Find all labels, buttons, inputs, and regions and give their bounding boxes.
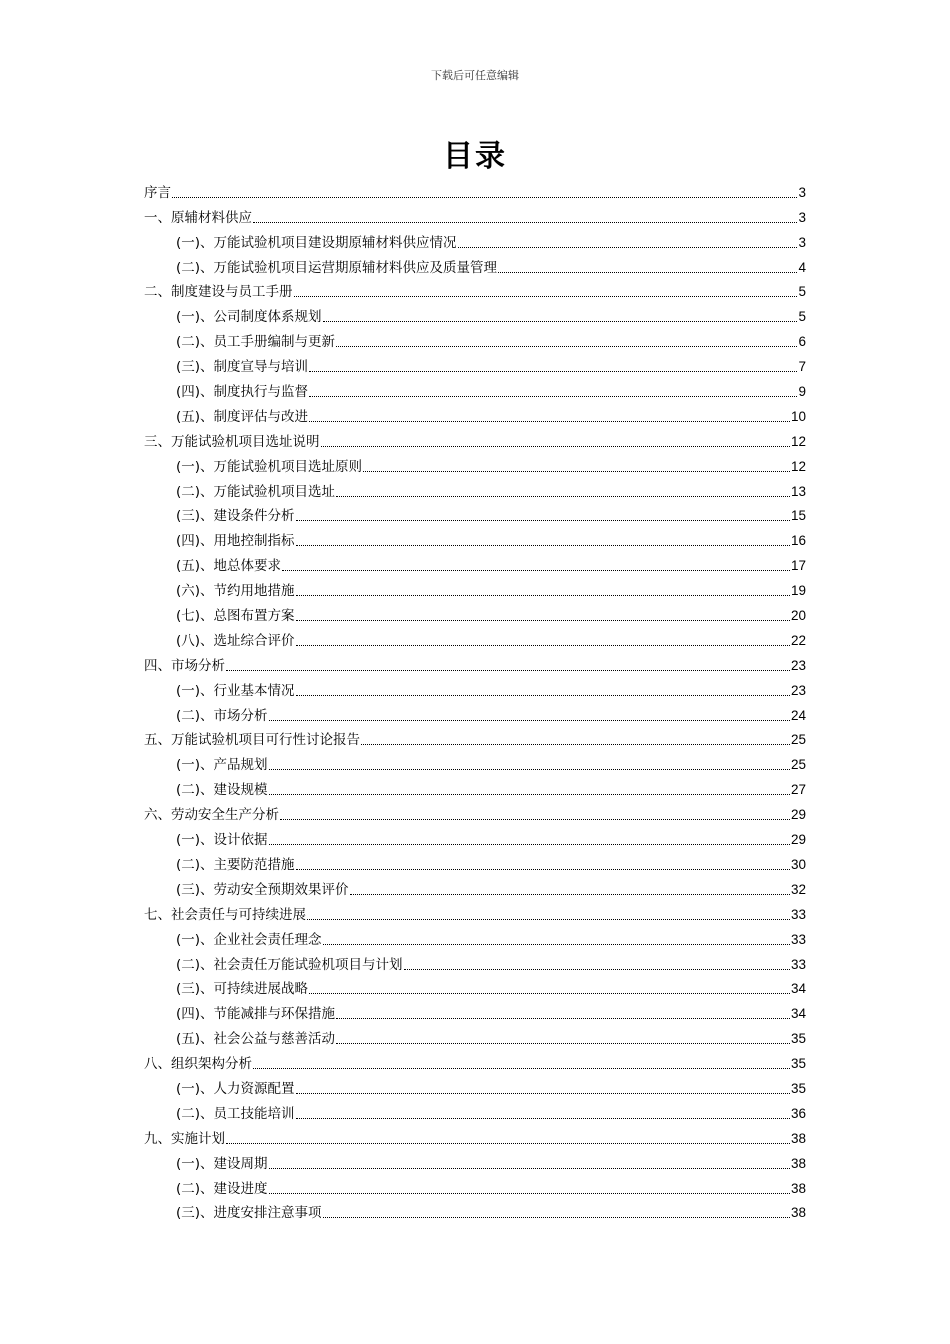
toc-entry-label: (二)、建设规模 [176, 782, 268, 799]
toc-subentry[interactable] [144, 1147, 806, 1172]
toc-subentry[interactable] [144, 624, 806, 649]
dot-leader [323, 944, 790, 945]
dot-leader [253, 1068, 790, 1069]
toc-entry-label: (六)、节约用地措施 [176, 583, 295, 600]
toc-entry[interactable] [144, 1047, 806, 1072]
toc-entry-label: (三)、进度安排注意事项 [176, 1205, 322, 1222]
dot-leader [361, 744, 790, 745]
toc-subentry[interactable] [144, 973, 806, 998]
toc-entry-label: (一)、公司制度体系规划 [176, 309, 322, 326]
toc-page-number: 20 [790, 608, 806, 624]
toc-subentry[interactable] [144, 748, 806, 773]
dot-leader [336, 1018, 790, 1019]
dot-leader [336, 496, 790, 497]
toc-page-number: 22 [790, 632, 806, 648]
toc-entry-label: (三)、制度宣导与培训 [176, 359, 309, 376]
toc-subentry[interactable] [144, 1072, 806, 1097]
toc-entry[interactable] [144, 1122, 806, 1147]
toc-entry-label: 八、组织架构分析 [144, 1056, 252, 1073]
toc-page-number: 12 [790, 433, 806, 449]
toc-entry-label: (一)、建设周期 [176, 1155, 268, 1172]
toc-page-number: 24 [790, 707, 806, 723]
toc-subentry[interactable] [144, 923, 806, 948]
toc-page-number: 6 [798, 334, 806, 350]
toc-entry-label: (一)、行业基本情况 [176, 682, 295, 699]
toc-page-number: 25 [790, 757, 806, 773]
dot-leader [336, 1043, 790, 1044]
toc-page-number: 32 [790, 881, 806, 897]
toc-entry-label: 三、万能试验机项目选址说明 [144, 433, 320, 450]
toc-subentry[interactable] [144, 823, 806, 848]
toc-page-number: 35 [790, 1080, 806, 1096]
toc-subentry[interactable] [144, 1172, 806, 1197]
toc-entry-label: (三)、可持续进展战略 [176, 981, 309, 998]
toc-page-number: 34 [790, 981, 806, 997]
dot-leader [458, 247, 798, 248]
toc-subentry[interactable] [144, 226, 806, 251]
toc-entry-label: (一)、设计依据 [176, 832, 268, 849]
toc-entry-label: (二)、万能试验机项目选址 [176, 483, 336, 500]
toc-subentry[interactable] [144, 574, 806, 599]
dot-leader [296, 620, 790, 621]
toc-entry[interactable] [144, 201, 806, 226]
toc-entry-label: (二)、万能试验机项目运营期原辅材料供应及质量管理 [176, 259, 498, 276]
toc-entry-label: (二)、建设进度 [176, 1180, 268, 1197]
dot-leader [296, 695, 790, 696]
toc-entry-label: 二、制度建设与员工手册 [144, 284, 293, 301]
toc-subentry[interactable] [144, 500, 806, 525]
dot-leader [323, 1217, 790, 1218]
toc-page-number: 5 [798, 309, 806, 325]
toc-page-number: 10 [790, 408, 806, 424]
dot-leader [172, 197, 797, 198]
toc-entry-label: (二)、员工技能培训 [176, 1105, 295, 1122]
dot-leader [309, 371, 797, 372]
dot-leader [296, 520, 790, 521]
dot-leader [307, 919, 790, 920]
toc-entry-label: (四)、用地控制指标 [176, 533, 295, 550]
toc-subentry[interactable] [144, 325, 806, 350]
toc-entry[interactable] [144, 798, 806, 823]
toc-entry-label: (一)、产品规划 [176, 757, 268, 774]
toc-subentry[interactable] [144, 1097, 806, 1122]
toc-subentry[interactable] [144, 450, 806, 475]
toc-subentry[interactable] [144, 773, 806, 798]
dot-leader [296, 595, 790, 596]
toc-page-number: 3 [798, 209, 806, 225]
toc-entry-label: 九、实施计划 [144, 1130, 225, 1147]
dot-leader [282, 570, 790, 571]
dot-leader [226, 1143, 790, 1144]
toc-entry-label: (二)、市场分析 [176, 707, 268, 724]
dot-leader [404, 969, 790, 970]
toc-page-number: 33 [790, 956, 806, 972]
dot-leader [269, 720, 790, 721]
toc-page-number: 17 [790, 558, 806, 574]
toc-page-number: 12 [790, 458, 806, 474]
toc-entry-label: (五)、社会公益与慈善活动 [176, 1031, 336, 1048]
dot-leader [294, 296, 798, 297]
toc-page-number: 4 [798, 259, 806, 275]
dot-leader [269, 1168, 790, 1169]
toc-entry-label: (八)、选址综合评价 [176, 632, 295, 649]
dot-leader [253, 222, 797, 223]
toc-page-number: 27 [790, 782, 806, 798]
dot-leader [269, 1193, 790, 1194]
toc-page-number: 33 [790, 931, 806, 947]
toc-entry-label: (七)、总图布置方案 [176, 608, 295, 625]
table-of-contents [144, 176, 806, 1221]
toc-page-number: 3 [798, 234, 806, 250]
toc-page-number: 38 [790, 1130, 806, 1146]
toc-page-number: 35 [790, 1031, 806, 1047]
dot-leader [269, 769, 790, 770]
dot-leader [296, 1093, 790, 1094]
dot-leader [309, 396, 797, 397]
toc-page-number: 19 [790, 583, 806, 599]
toc-subentry[interactable] [144, 948, 806, 973]
toc-subentry[interactable] [144, 375, 806, 400]
dot-leader [226, 670, 790, 671]
toc-entry-label: (一)、万能试验机项目选址原则 [176, 458, 363, 475]
toc-entry[interactable] [144, 724, 806, 749]
toc-entry-label: 六、劳动安全生产分析 [144, 807, 279, 824]
toc-page-number: 38 [790, 1180, 806, 1196]
toc-subentry[interactable] [144, 873, 806, 898]
toc-entry-label: (五)、地总体要求 [176, 558, 282, 575]
toc-page-number: 34 [790, 1006, 806, 1022]
toc-page-number: 36 [790, 1105, 806, 1121]
toc-entry-label: (二)、社会责任万能试验机项目与计划 [176, 956, 403, 973]
toc-entry-label: (二)、主要防范措施 [176, 856, 295, 873]
toc-subentry[interactable] [144, 475, 806, 500]
toc-page-number: 5 [798, 284, 806, 300]
page-title: 目录 [443, 139, 507, 174]
toc-entry-label: (五)、制度评估与改进 [176, 408, 309, 425]
header-note: 下载后可任意编辑 [431, 69, 519, 82]
dot-leader [498, 272, 797, 273]
toc-page-number: 33 [790, 906, 806, 922]
toc-entry[interactable] [144, 176, 806, 201]
dot-leader [309, 993, 790, 994]
toc-entry-label: (一)、企业社会责任理念 [176, 931, 322, 948]
toc-subentry[interactable] [144, 400, 806, 425]
toc-entry[interactable] [144, 649, 806, 674]
toc-page-number: 35 [790, 1056, 806, 1072]
toc-page-number: 23 [790, 657, 806, 673]
toc-entry-label: 五、万能试验机项目可行性讨论报告 [144, 732, 360, 749]
toc-subentry[interactable] [144, 997, 806, 1022]
toc-subentry[interactable] [144, 251, 806, 276]
toc-entry-label: 七、社会责任与可持续进展 [144, 906, 306, 923]
toc-subentry[interactable] [144, 524, 806, 549]
toc-entry-label: (四)、制度执行与监督 [176, 384, 309, 401]
toc-subentry[interactable] [144, 848, 806, 873]
dot-leader [269, 794, 790, 795]
dot-leader [321, 446, 790, 447]
toc-page-number: 23 [790, 682, 806, 698]
dot-leader [336, 346, 797, 347]
toc-entry-label: (三)、劳动安全预期效果评价 [176, 881, 349, 898]
toc-subentry[interactable] [144, 300, 806, 325]
dot-leader [269, 844, 790, 845]
toc-entry-label: (一)、万能试验机项目建设期原辅材料供应情况 [176, 234, 457, 251]
toc-page-number: 38 [790, 1155, 806, 1171]
toc-entry-label: (四)、节能减排与环保措施 [176, 1006, 336, 1023]
dot-leader [296, 545, 790, 546]
toc-subentry[interactable] [144, 674, 806, 699]
toc-subentry[interactable] [144, 350, 806, 375]
toc-page-number: 30 [790, 856, 806, 872]
dot-leader [296, 1118, 790, 1119]
toc-page-number: 38 [790, 1205, 806, 1221]
toc-page-number: 29 [790, 807, 806, 823]
toc-subentry[interactable] [144, 549, 806, 574]
dot-leader [309, 421, 790, 422]
toc-page-number: 29 [790, 832, 806, 848]
dot-leader [296, 645, 790, 646]
toc-entry[interactable] [144, 898, 806, 923]
dot-leader [280, 819, 790, 820]
toc-page-number: 25 [790, 732, 806, 748]
toc-subentry[interactable] [144, 599, 806, 624]
toc-entry-label: 一、原辅材料供应 [144, 209, 252, 226]
toc-page-number: 16 [790, 533, 806, 549]
toc-page-number: 15 [790, 508, 806, 524]
toc-entry-label: (二)、员工手册编制与更新 [176, 334, 336, 351]
toc-entry-label: 序言 [144, 184, 171, 201]
toc-page-number: 3 [798, 184, 806, 200]
dot-leader [363, 471, 790, 472]
toc-subentry[interactable] [144, 699, 806, 724]
toc-entry-label: (一)、人力资源配置 [176, 1080, 295, 1097]
toc-entry[interactable] [144, 425, 806, 450]
toc-subentry[interactable] [144, 1197, 806, 1222]
dot-leader [350, 894, 790, 895]
dot-leader [296, 869, 790, 870]
toc-subentry[interactable] [144, 1022, 806, 1047]
toc-page-number: 9 [798, 384, 806, 400]
toc-entry[interactable] [144, 276, 806, 301]
dot-leader [323, 321, 798, 322]
toc-entry-label: 四、市场分析 [144, 657, 225, 674]
toc-entry-label: (三)、建设条件分析 [176, 508, 295, 525]
toc-page-number: 7 [798, 359, 806, 375]
toc-page-number: 13 [790, 483, 806, 499]
